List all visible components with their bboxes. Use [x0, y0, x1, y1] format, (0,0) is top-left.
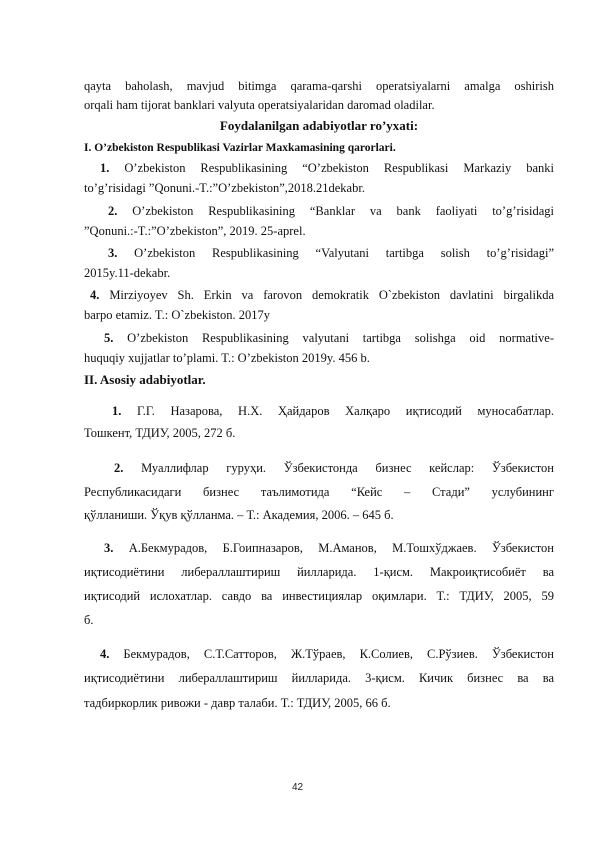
reference-number: 2. — [108, 204, 118, 218]
reference-text: O’zbekiston Respublikasining “Banklar va bank faoliyati to’g’risidagi — [132, 204, 555, 218]
reference-text: А.Бекмурадов, Б.Гоипназаров, М.Аманов, М.Тошхўджаев. Ўзбекистон — [128, 541, 554, 555]
reference-text: Муаллифлар гуруҳи. Ўзбекистонда бизнес кейслар: Ўзбекистон — [141, 461, 554, 475]
reference-continuation: иқтисодий ислохатлар. савдо ва инвестициялар оқимлари. Т.: ТДИУ, 2005, 59 — [84, 589, 554, 603]
reference-text: Г.Г. Назарова, Н.Х. Ҳайдаров Халқаро иқтисодий муносабатлар. — [136, 404, 554, 418]
reference-continuation: barpo etamiz. T.: O`zbekiston. 2017y — [84, 308, 270, 322]
reference-item — [84, 540, 554, 556]
reference-number: 1. — [112, 404, 122, 418]
reference-continuation: иқтисодиётини либераллаштириш йилларида. 1-қисм. Макроиқтисобиёт ва — [84, 565, 554, 579]
section-2-title: II. Asosiy adabiyotlar. — [84, 372, 206, 387]
reference-continuation: Республикасидаги бизнес таълимотида “Кейс – Стади” услубининг — [84, 485, 554, 499]
reference-number: 4. — [90, 288, 100, 302]
intro-line-2: orqali ham tijorat banklari valyuta operatsiyalaridan daromad oladilar. — [84, 98, 435, 112]
reference-text: O’zbekiston Respublikasining “Valyutani tartibga solish to’g’risidagi” — [134, 246, 554, 260]
reference-number: 3. — [104, 541, 114, 555]
reference-number: 4. — [100, 647, 110, 661]
reference-continuation: 2015y.11-dekabr. — [84, 266, 171, 280]
reference-number: 1. — [100, 161, 110, 175]
reference-item — [84, 203, 554, 219]
reference-continuation: тадбиркорлик ривожи - давр талаби. Т.: ТДИУ, 2005, 66 б. — [84, 696, 391, 710]
reference-number: 3. — [108, 246, 118, 260]
reference-item — [84, 460, 554, 476]
reference-item — [84, 646, 554, 662]
reference-text: O’zbekiston Respublikasining valyutani tartibga solishga oid normative- — [127, 331, 554, 345]
references-heading: Foydalanilgan adabiyotlar ro’yxati: — [219, 118, 419, 133]
reference-continuation: Тошкент, ТДИУ, 2005, 272 б. — [84, 426, 236, 440]
reference-text: O’zbekiston Respublikasining “O’zbekiston Respublikasi Markaziy banki — [124, 161, 555, 175]
reference-continuation: to’g’risidagi ”Qonuni.-T.:”O’zbekiston”,2018.21dekabr. — [84, 181, 365, 195]
reference-item — [84, 403, 554, 419]
reference-continuation: ”Qonuni.:-T.:”O’zbekiston”, 2019. 25-aprel. — [84, 224, 306, 238]
reference-text: Mirziyoyev Sh. Erkin va farovon demokratik O`zbekiston davlatini birgalikda — [109, 288, 555, 302]
reference-item — [84, 330, 554, 346]
reference-continuation: б. — [84, 613, 94, 627]
reference-item — [84, 160, 554, 176]
reference-continuation: иқтисодиётини либераллаштириш йилларида. 3-қисм. Кичик бизнес ва ва — [84, 671, 554, 685]
reference-number: 2. — [114, 461, 124, 475]
reference-item — [84, 287, 554, 303]
reference-item — [84, 245, 554, 261]
intro-line-1: qayta baholash, mavjud bitimga qarama-qarshi operatsiyalarni amalga oshirish — [84, 79, 554, 93]
reference-continuation: huquqiy xujjatlar to’plami. T.: O’zbekiston 2019y. 456 b. — [84, 351, 370, 365]
reference-continuation: қўлланиши. Ўқув қўлланма. – Т.: Академия, 2006. – 645 б. — [84, 508, 394, 522]
reference-number: 5. — [104, 331, 114, 345]
page-number: 42 — [291, 782, 304, 793]
section-1-title: I. O’zbekiston Respublikasi Vazirlar Maxkamasining qarorlari. — [84, 142, 396, 154]
reference-text: Бекмурадов, С.Т.Сатторов, Ж.Тўраев, К.Солиев, С.Рўзиев. Ўзбекистон — [123, 647, 554, 661]
